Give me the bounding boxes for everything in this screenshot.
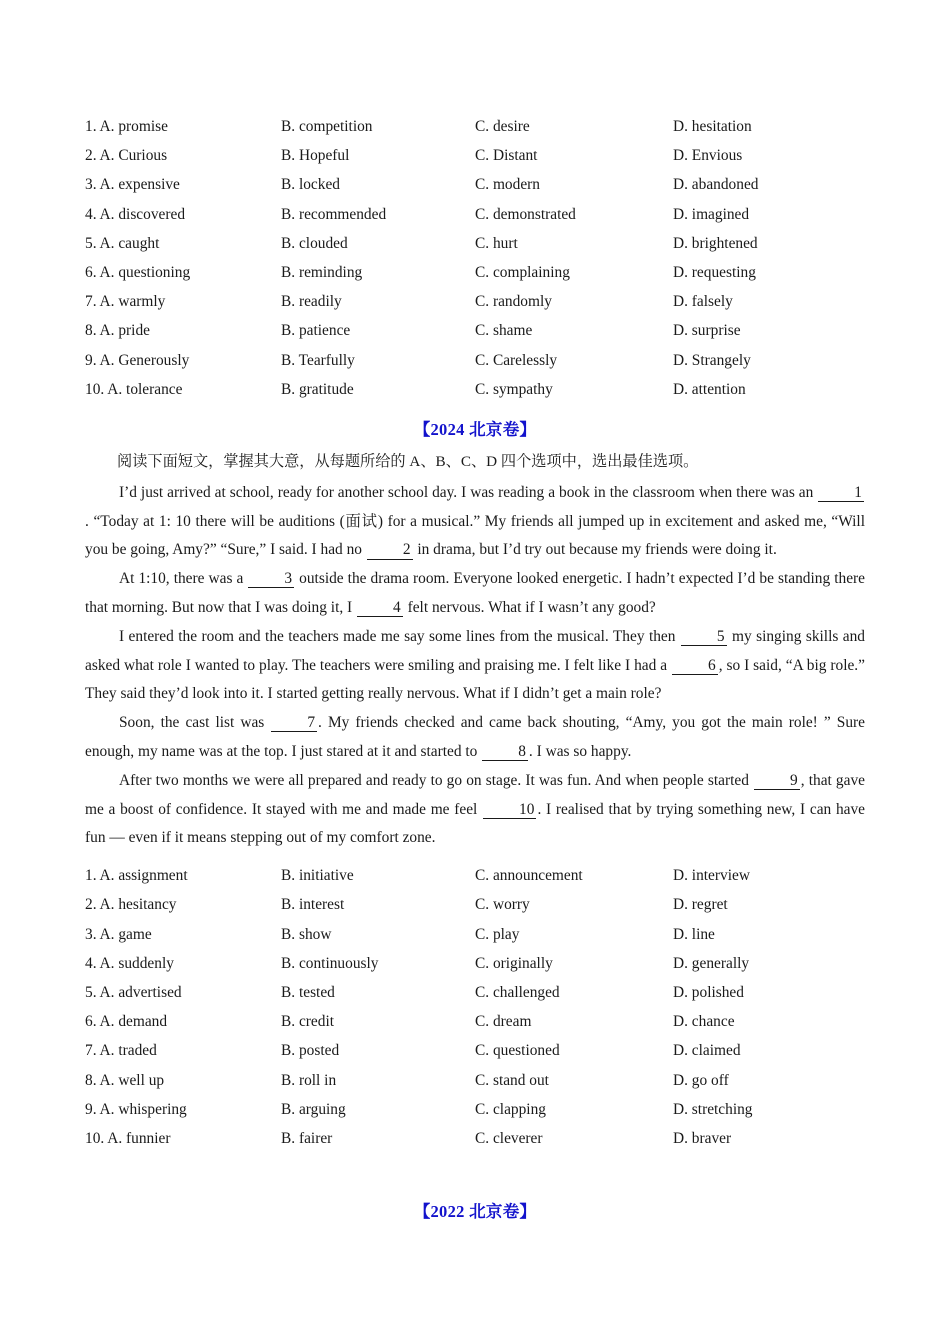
section-heading-2024: 【2024 北京卷】 xyxy=(413,419,537,439)
option-choice-b[interactable]: B. posted xyxy=(281,1042,340,1060)
option-row xyxy=(85,229,865,258)
option-choice-d[interactable]: D. Envious xyxy=(673,147,743,165)
option-choice-a[interactable]: 3. A. expensive xyxy=(85,176,180,194)
cloze-blank-10[interactable]: 10 xyxy=(483,802,536,819)
option-choice-d[interactable]: D. interview xyxy=(673,867,750,885)
option-choice-a[interactable]: 1. A. promise xyxy=(85,118,168,135)
option-choice-d[interactable]: D. go off xyxy=(673,1071,729,1089)
option-row xyxy=(85,316,865,345)
option-choice-b[interactable]: B. roll in xyxy=(281,1071,337,1089)
document-content xyxy=(85,112,865,1153)
option-choice-b[interactable]: B. gratitude xyxy=(281,380,354,398)
cloze-blank-8[interactable]: 8 xyxy=(482,744,528,761)
cloze-blank-2[interactable]: 2 xyxy=(367,542,413,559)
option-choice-a[interactable]: 2. A. hesitancy xyxy=(85,896,177,914)
passage-paragraph: At 1:10, there was a 3 outside the drama room. Everyone looked energetic. I hadn’t expected I’d be standing there that morning. But now that I was doing it, I 4 felt nervous. What if I wasn’t any good? xyxy=(85,570,865,617)
option-choice-a[interactable]: 8. A. well up xyxy=(85,1071,165,1089)
option-choice-d[interactable]: D. stretching xyxy=(673,1100,753,1118)
passage-paragraph: I’d just arrived at school, ready for another school day. I was reading a book in the classroom when there was an 1. “Today at 1: 10 there will be auditions (面试) for a musical.” My friends all jumped up in excitement and asked me, “Will you be going, Amy?” “Sure,” I said. I had no 2 in drama, but I’d try out because my friends were doing it. xyxy=(85,483,865,559)
option-choice-a[interactable]: 2. A. Curious xyxy=(85,147,168,165)
cloze-blank-1[interactable]: 1 xyxy=(818,485,864,502)
option-choice-b[interactable]: B. patience xyxy=(281,322,351,340)
option-choice-d[interactable]: D. braver xyxy=(673,1129,732,1147)
option-choice-b[interactable]: B. fairer xyxy=(281,1129,333,1147)
option-row xyxy=(85,1036,865,1065)
option-row xyxy=(85,1124,865,1153)
option-choice-b[interactable]: B. show xyxy=(281,925,332,943)
section-heading-2022: 【2022 北京卷】 xyxy=(413,1202,537,1221)
passage-paragraph: Soon, the cast list was 7 . My friends checked and came back shouting, “Amy, you got the main role! ” Sure enough, my name was at the top. I just stared at it and started to 8 . I was so happy. xyxy=(85,714,865,761)
option-choice-c[interactable]: C. modern xyxy=(475,176,540,194)
option-choice-c[interactable]: C. Distant xyxy=(475,147,538,165)
option-row xyxy=(85,1007,865,1036)
option-choice-a[interactable]: 3. A. game xyxy=(85,925,152,943)
option-choice-c[interactable]: C. randomly xyxy=(475,293,552,311)
option-choice-a[interactable]: 8. A. pride xyxy=(85,322,150,340)
option-choice-a[interactable]: 10. A. funnier xyxy=(85,1129,171,1147)
option-row xyxy=(85,890,865,919)
option-choice-c[interactable]: C. desire xyxy=(475,118,530,135)
option-choice-a[interactable]: 4. A. discovered xyxy=(85,205,186,223)
options-table-set-1 xyxy=(85,112,865,404)
option-choice-c[interactable]: C. originally xyxy=(475,954,553,972)
passage-2024 xyxy=(85,479,865,853)
option-row xyxy=(85,861,865,890)
option-choice-b[interactable]: B. readily xyxy=(281,293,342,311)
option-choice-d[interactable]: D. imagined xyxy=(673,205,750,223)
option-choice-d[interactable]: D. falsely xyxy=(673,293,733,311)
option-choice-a[interactable]: 6. A. demand xyxy=(85,1013,168,1031)
option-choice-c[interactable]: C. clapping xyxy=(475,1100,546,1118)
option-choice-d[interactable]: D. Strangely xyxy=(673,351,751,369)
option-choice-b[interactable]: B. credit xyxy=(281,1013,334,1031)
option-choice-a[interactable]: 7. A. traded xyxy=(85,1042,157,1060)
option-choice-c[interactable]: C. Carelessly xyxy=(475,351,558,369)
option-choice-b[interactable]: B. locked xyxy=(281,176,340,194)
cloze-blank-6[interactable]: 6 xyxy=(672,658,718,675)
option-row xyxy=(85,200,865,229)
option-choice-c[interactable]: C. cleverer xyxy=(475,1129,543,1147)
option-choice-d[interactable]: D. claimed xyxy=(673,1042,741,1060)
option-choice-d[interactable]: D. polished xyxy=(673,983,744,1001)
option-row xyxy=(85,1066,865,1095)
option-choice-c[interactable]: C. announcement xyxy=(475,867,583,885)
option-choice-c[interactable]: C. sympathy xyxy=(475,380,553,398)
option-choice-d[interactable]: D. hesitation xyxy=(673,118,752,135)
option-choice-a[interactable]: 9. A. Generously xyxy=(85,351,190,369)
option-choice-b[interactable]: B. Hopeful xyxy=(281,147,350,165)
option-choice-b[interactable]: B. Tearfully xyxy=(281,351,355,369)
option-choice-a[interactable]: 4. A. suddenly xyxy=(85,954,174,972)
option-row xyxy=(85,978,865,1007)
option-choice-b[interactable]: B. continuously xyxy=(281,954,379,972)
option-choice-d[interactable]: D. regret xyxy=(673,896,728,914)
option-row xyxy=(85,920,865,949)
option-choice-d[interactable]: D. abandoned xyxy=(673,176,759,194)
option-choice-b[interactable]: B. recommended xyxy=(281,205,387,223)
option-choice-c[interactable]: C. questioned xyxy=(475,1042,560,1060)
option-choice-a[interactable]: 7. A. warmly xyxy=(85,293,166,311)
option-row xyxy=(85,346,865,375)
option-choice-c[interactable]: C. hurt xyxy=(475,234,518,252)
option-row xyxy=(85,141,865,170)
option-row xyxy=(85,287,865,316)
option-row xyxy=(85,1095,865,1124)
option-choice-d[interactable]: D. chance xyxy=(673,1013,735,1031)
option-choice-b[interactable]: B. initiative xyxy=(281,867,354,885)
option-row xyxy=(85,170,865,199)
option-choice-d[interactable]: D. brightened xyxy=(673,234,758,252)
cloze-blank-7[interactable]: 7 xyxy=(271,715,317,732)
spacer xyxy=(85,853,865,861)
passage-paragraph: I entered the room and the teachers made me say some lines from the musical. They then 5 my singing skills and asked what role I wanted to play. The teachers were smiling and praising me. I felt like I had a 6 , so I said, “A big role.” They said they’d look into it. I started getting really nervous. What if I didn’t get a main role? xyxy=(85,627,865,703)
option-choice-b[interactable]: B. tested xyxy=(281,983,335,1001)
option-choice-d[interactable]: D. requesting xyxy=(673,263,756,281)
option-row xyxy=(85,112,865,141)
exercise-instruction-2024: 阅读下面短文，掌握其大意，从每题所给的 A、B、C、D 四个选项中，选出最佳选项。 xyxy=(117,452,699,470)
passage-paragraph: After two months we were all prepared and ready to go on stage. It was fun. And when people started 9 , that gave me a boost of confidence. It stayed with me and made me feel 10 . I realised that by trying something new, I can have fun — even if it means stepping out of my comfort zone. xyxy=(85,771,866,847)
cloze-blank-9[interactable]: 9 xyxy=(754,773,800,790)
cloze-blank-3[interactable]: 3 xyxy=(248,571,294,588)
option-choice-d[interactable]: D. line xyxy=(673,925,715,943)
option-choice-a[interactable]: 6. A. questioning xyxy=(85,263,191,281)
option-choice-b[interactable]: B. reminding xyxy=(281,263,363,281)
option-choice-b[interactable]: B. clouded xyxy=(281,234,348,252)
option-choice-b[interactable]: B. competition xyxy=(281,118,373,135)
option-choice-d[interactable]: D. attention xyxy=(673,380,746,398)
option-choice-c[interactable]: C. play xyxy=(475,925,520,943)
option-choice-b[interactable]: B. arguing xyxy=(281,1100,346,1118)
option-choice-c[interactable]: C. stand out xyxy=(475,1071,549,1089)
option-choice-c[interactable]: C. complaining xyxy=(475,263,570,281)
option-choice-a[interactable]: 5. A. advertised xyxy=(85,983,182,1001)
option-choice-a[interactable]: 9. A. whispering xyxy=(85,1100,187,1118)
option-choice-c[interactable]: C. dream xyxy=(475,1013,532,1031)
option-choice-a[interactable]: 1. A. assignment xyxy=(85,867,188,885)
cloze-blank-4[interactable]: 4 xyxy=(357,600,403,617)
option-choice-d[interactable]: D. surprise xyxy=(673,322,741,340)
cloze-blank-5[interactable]: 5 xyxy=(681,629,727,646)
option-row xyxy=(85,375,865,404)
option-choice-a[interactable]: 10. A. tolerance xyxy=(85,380,183,398)
option-choice-b[interactable]: B. interest xyxy=(281,896,345,914)
option-row xyxy=(85,258,865,287)
option-choice-c[interactable]: C. shame xyxy=(475,322,533,340)
option-row xyxy=(85,949,865,978)
option-choice-c[interactable]: C. challenged xyxy=(475,983,560,1001)
option-choice-a[interactable]: 5. A. caught xyxy=(85,234,160,252)
option-choice-c[interactable]: C. worry xyxy=(475,896,530,914)
option-choice-c[interactable]: C. demonstrated xyxy=(475,205,576,223)
options-table-set-2 xyxy=(85,861,865,1153)
option-choice-d[interactable]: D. generally xyxy=(673,954,750,972)
